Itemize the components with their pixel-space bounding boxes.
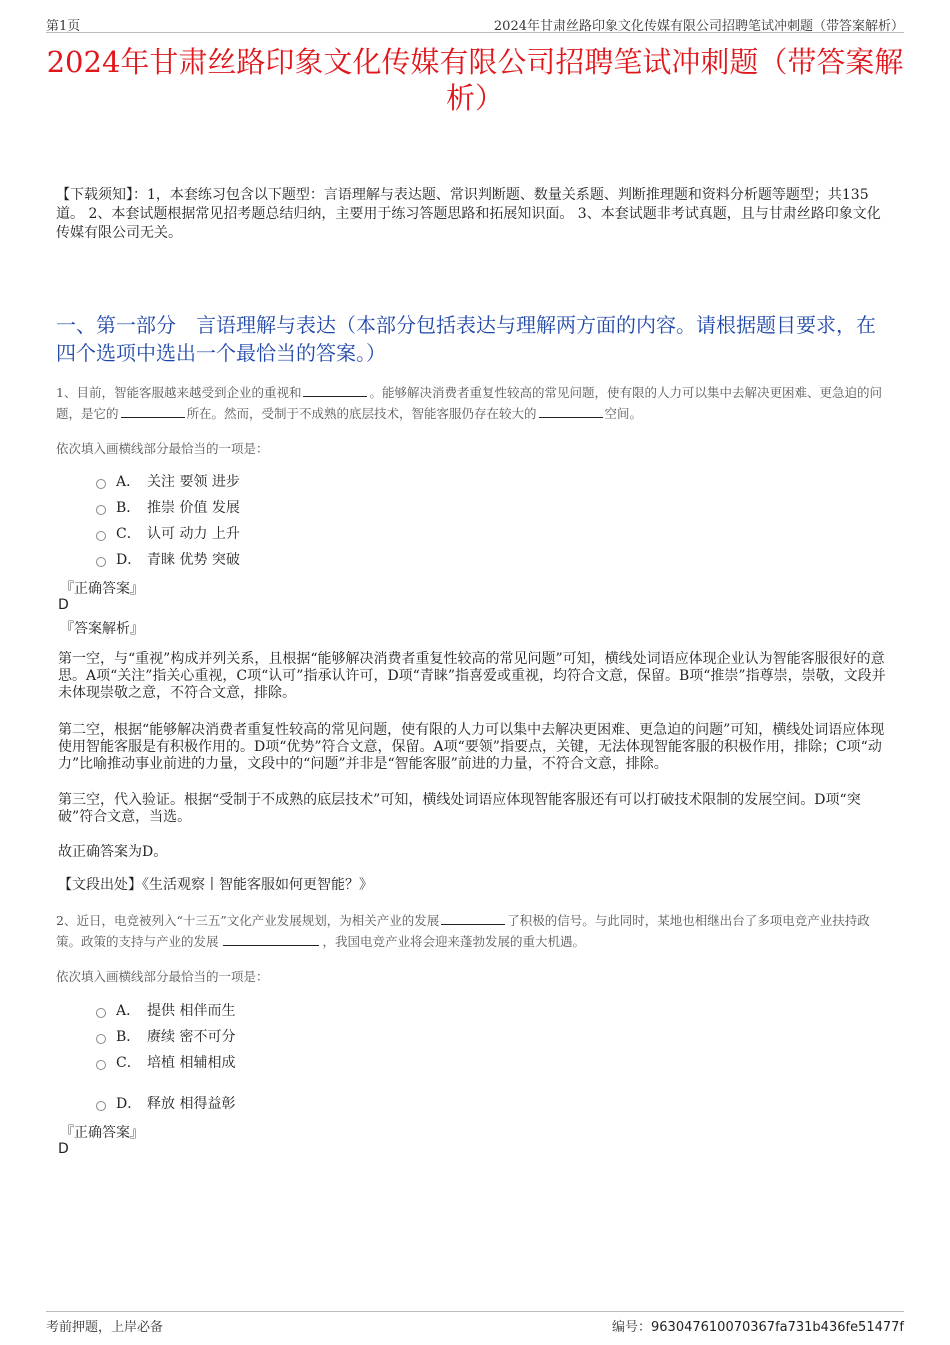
correct-answer: D — [58, 597, 69, 613]
radio-icon[interactable] — [96, 505, 106, 515]
correct-answer: D — [58, 1141, 69, 1157]
question-2-option-b[interactable]: B． 赓续 密不可分 — [96, 1027, 235, 1047]
question-1-option-b[interactable]: B． 推崇 价值 发展 — [96, 498, 240, 518]
page-footer — [46, 1311, 904, 1336]
radio-icon[interactable] — [96, 1034, 106, 1044]
question-2-option-c[interactable]: C． 培植 相辅相成 — [96, 1053, 235, 1073]
document-code: 编号：963047610070367fa731b436fe51477f — [611, 1320, 904, 1335]
question-1-prompt: 依次填入画横线部分最恰当的一项是： — [56, 441, 269, 456]
analysis-paragraph-3: 第三空，代入验证。根据“受制于不成熟的底层技术”可知，横线处词语应体现智能客服还有可以打破技术限制的发展空间。D项“突破”符合文意，当选。 — [58, 792, 861, 825]
document-title: 2024年甘肃丝路印象文化传媒有限公司招聘笔试冲刺题（带答案解析） — [46, 45, 904, 115]
radio-icon[interactable] — [96, 1101, 106, 1111]
section-heading: 一、第一部分 言语理解与表达（本部分包括表达与理解两方面的内容。请根据题目要求，在四个选项中选出一个最恰当的答案。） — [56, 313, 876, 365]
radio-icon[interactable] — [96, 531, 106, 541]
blank-line — [303, 384, 367, 397]
correct-answer-label: 『正确答案』 — [60, 581, 144, 597]
question-2-stem: 2、近日，电竞被列入“十三五”文化产业发展规划，为相关产业的发展 了积极的信号。与此同时，某地也相继出台了多项电竞产业扶持政策。政策的支持与产业的发展 ，我国电竞产业将会迎来蓬勃发展的重大机遇。 — [56, 913, 870, 949]
radio-icon[interactable] — [96, 479, 106, 489]
question-2-option-d[interactable]: D． 释放 相得益彰 — [96, 1094, 235, 1114]
question-1-option-a[interactable]: A． 关注 要领 进步 — [96, 472, 240, 492]
answer-analysis-label: 『答案解析』 — [60, 621, 144, 637]
header-doc-title: 2024年甘肃丝路印象文化传媒有限公司招聘笔试冲刺题（带答案解析） — [493, 19, 904, 34]
radio-icon[interactable] — [96, 1060, 106, 1070]
analysis-conclusion: 故正确答案为D。 — [58, 844, 168, 860]
page-number: 第1页 — [46, 19, 81, 34]
blank-line — [223, 933, 319, 946]
question-1-stem: 1、目前，智能客服越来越受到企业的重视和 。能够解决消费者重复性较高的常见问题，使有限的人力可以集中去解决更困难、更急迫的问题，是它的 所在。然而，受制于不成熟的底层技术，智能客服仍存在较大的 空间。 — [56, 385, 882, 421]
question-1-option-d[interactable]: D． 青睐 优势 突破 — [96, 550, 240, 570]
radio-icon[interactable] — [96, 557, 106, 567]
blank-line — [441, 912, 505, 925]
correct-answer-label: 『正确答案』 — [60, 1125, 144, 1141]
blank-line — [121, 405, 185, 418]
passage-source: 【文段出处】《生活观察丨智能客服如何更智能？》 — [58, 877, 373, 893]
radio-icon[interactable] — [96, 1008, 106, 1018]
question-2-option-a[interactable]: A． 提供 相伴而生 — [96, 1001, 235, 1021]
page-header — [46, 12, 904, 33]
analysis-paragraph-2: 第二空，根据“能够解决消费者重复性较高的常见问题，使有限的人力可以集中去解决更困难、更急迫的问题”可知，横线处词语应体现使用智能客服是有积极作用的。D项“优势”符合文意，保留。A项“要领”指要点，关键，无法体现智能客服的积极作用，排除；C项“动力”比喻推动事业前进的力量，文段中的“问题”并非是“智能客服”前进的力量，不符合文意，排除。 — [58, 722, 885, 772]
question-1-option-c[interactable]: C． 认可 动力 上升 — [96, 524, 240, 544]
download-notice: 【下载须知】：1，本套练习包含以下题型：言语理解与表达题、常识判断题、数量关系题、判断推理题和资料分析题等题型；共135道。 2、本套试题根据常见招考题总结归纳，主要用于练习答题思路和拓展知识面。 3、本套试题非考试真题，且与甘肃丝路印象文化传媒有限公司无关。 — [56, 187, 881, 241]
blank-line — [539, 405, 603, 418]
footer-slogan: 考前押题，上岸必备 — [46, 1320, 164, 1335]
question-2-prompt: 依次填入画横线部分最恰当的一项是： — [56, 969, 269, 984]
analysis-paragraph-1: 第一空，与“重视”构成并列关系，且根据“能够解决消费者重复性较高的常见问题”可知，横线处词语应体现企业认为智能客服很好的意思。A项“关注”指关心重视，C项“认可”指承认许可，D项“青睐”指喜爱或重视，均符合文意，保留。B项“推崇”指尊崇，崇敬，文段并未体现崇敬之意，不符合文意，排除。 — [58, 651, 886, 701]
